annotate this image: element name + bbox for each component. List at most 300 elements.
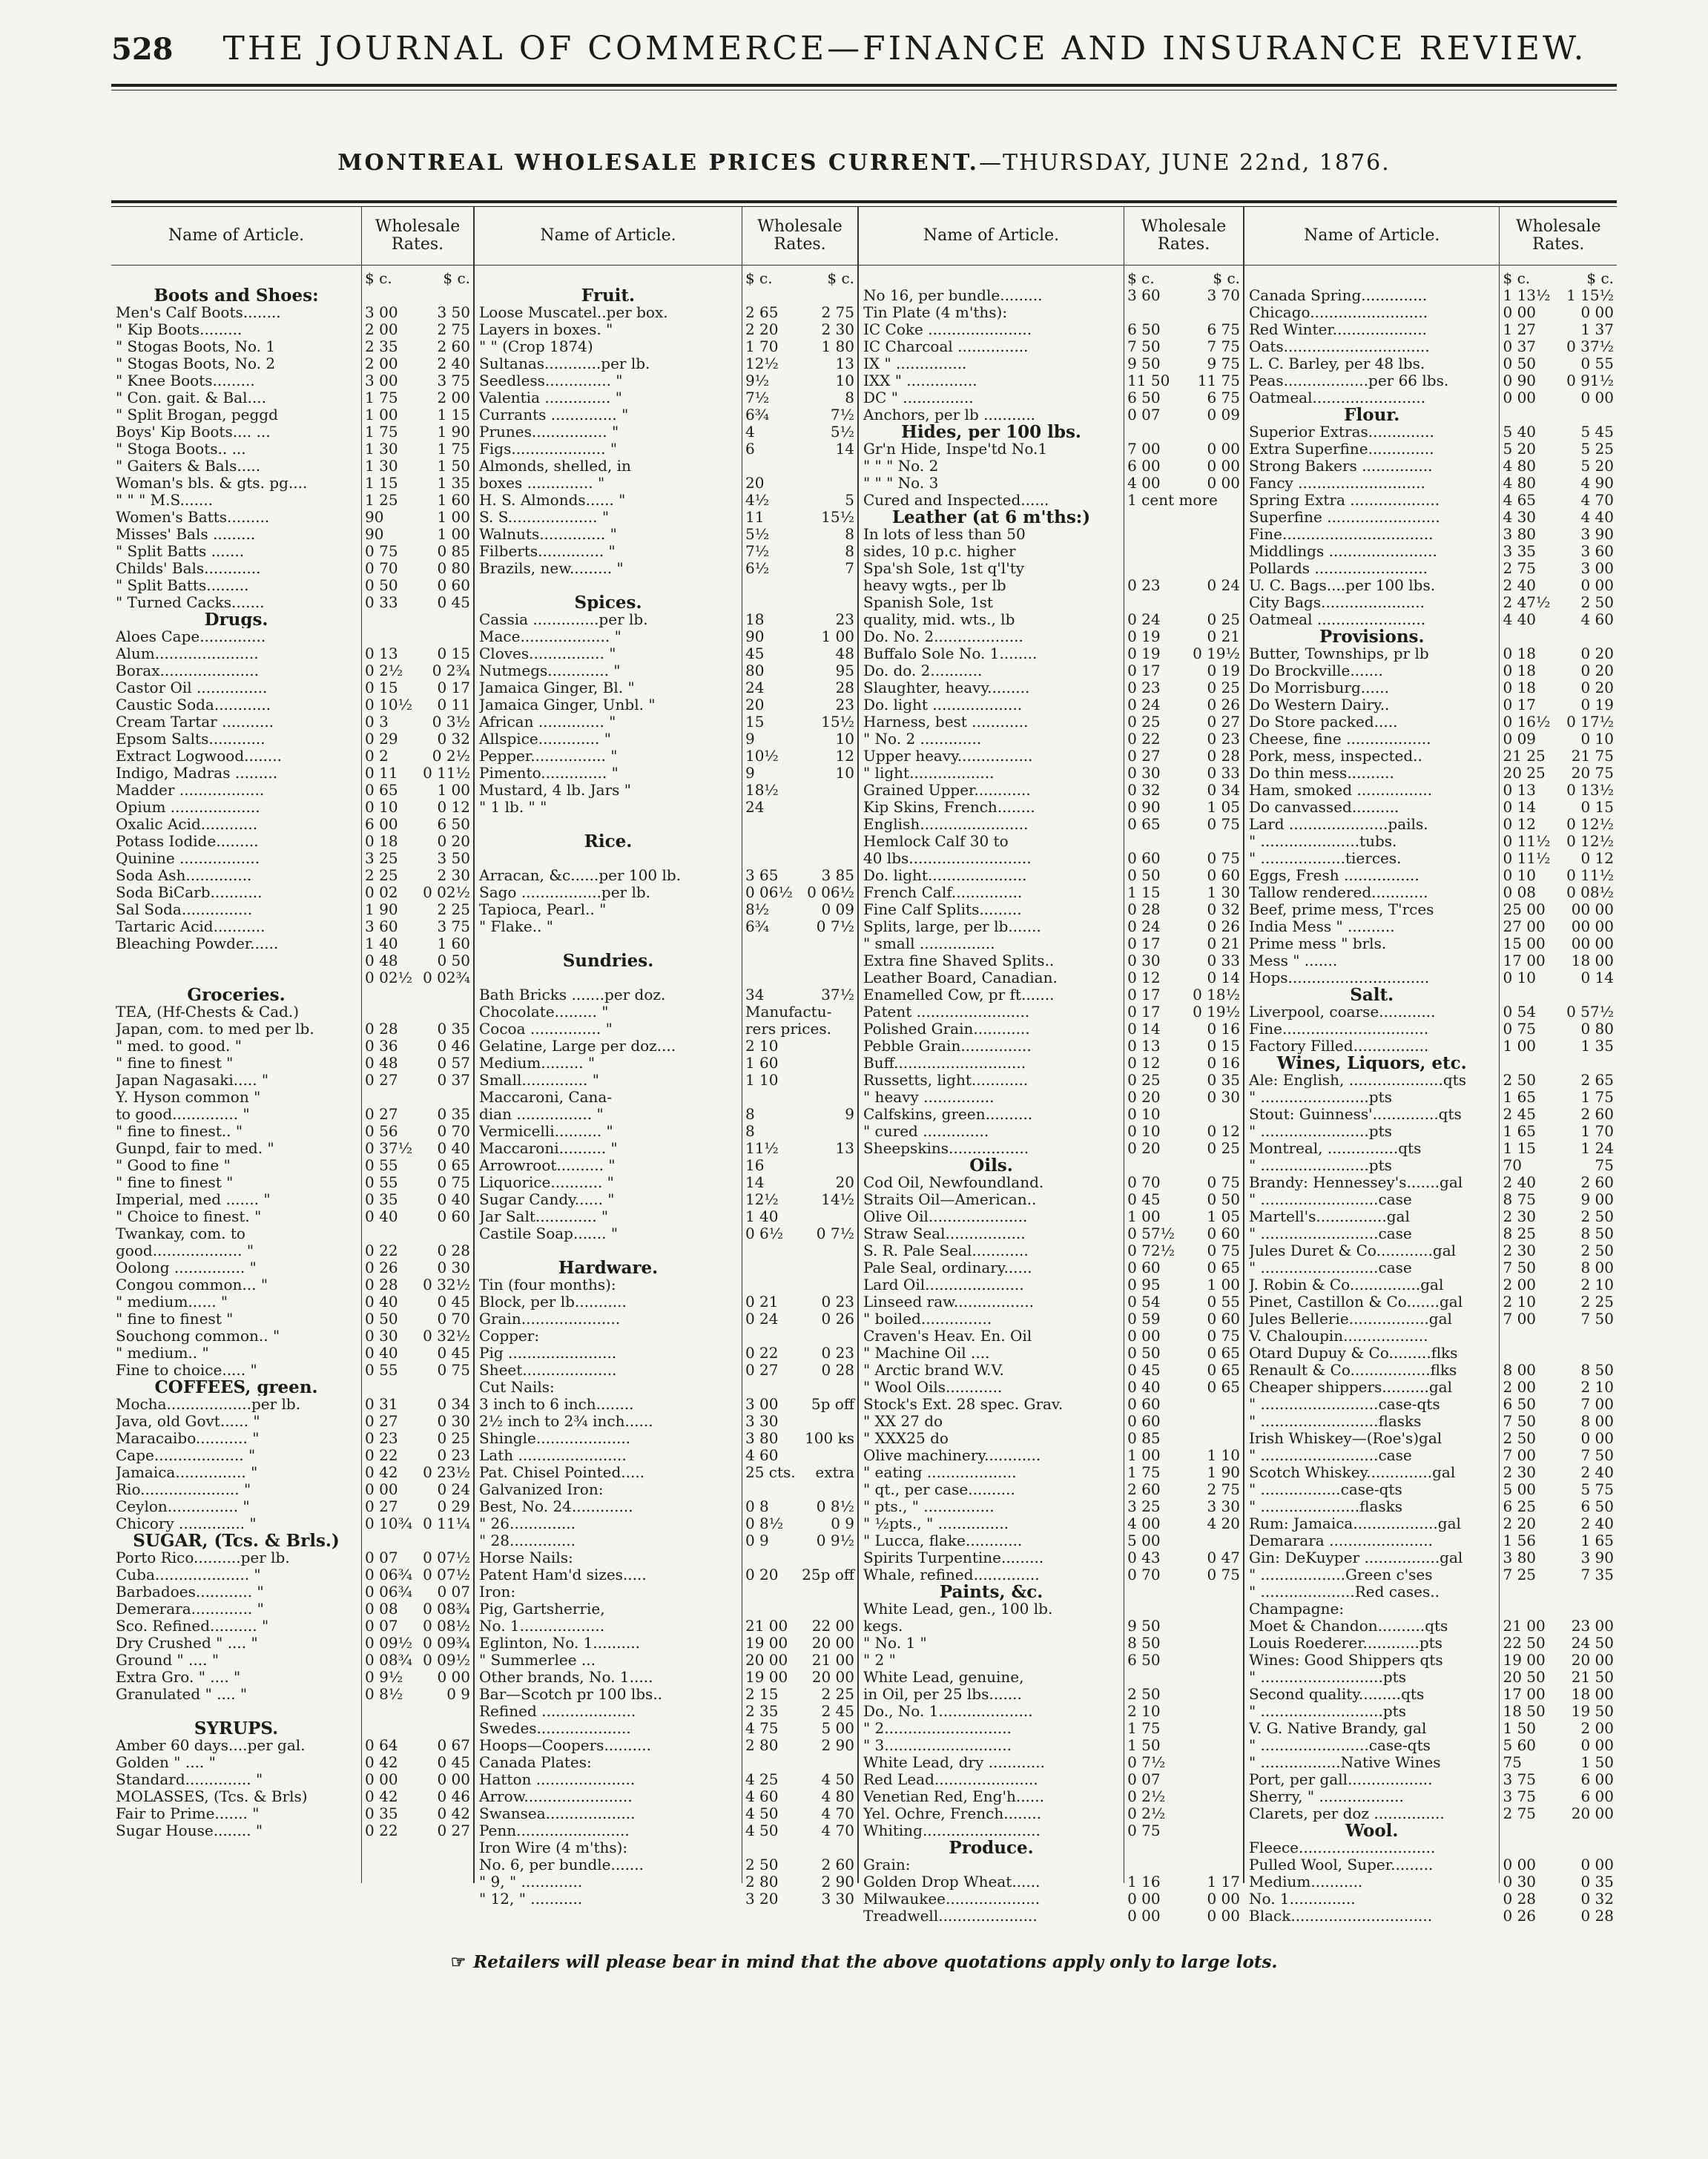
name-column-header: Name of Article.: [475, 207, 742, 266]
rate-high: 0 35: [437, 1105, 470, 1123]
rate-low: 0 6½: [745, 1224, 784, 1242]
rate-high: 0 65: [1207, 1259, 1240, 1276]
section-heading: Oils.: [969, 1157, 1013, 1174]
rate-low: 0 22: [365, 1242, 398, 1259]
article-name: " .................case-qts: [1249, 1481, 1402, 1498]
rate-row: [365, 884, 470, 901]
rate-row: [1127, 1447, 1240, 1464]
rate-low: 0 37: [1503, 337, 1537, 355]
rate-row: [745, 321, 854, 338]
article-name: " 9, " .............: [479, 1873, 583, 1891]
rate-row: [1503, 1208, 1614, 1225]
rate-high: 1 10: [1207, 1446, 1240, 1464]
rate-low: 0 72½: [1127, 1242, 1175, 1259]
section-heading: Wines, Liquors, etc.: [1276, 1055, 1467, 1072]
article-name: Amber 60 days....per gal.: [116, 1737, 306, 1754]
rate-low: 0 22: [745, 1344, 779, 1362]
rate-low: 0 12: [1503, 815, 1537, 833]
rate-low: 6½: [745, 559, 770, 577]
rate-low: 2 00: [1503, 1378, 1537, 1396]
article-name: Superior Extras..............: [1249, 423, 1434, 441]
rate-row: [365, 1157, 470, 1174]
rate-row: [1503, 901, 1614, 918]
article-name: Do thin mess..........: [1249, 765, 1394, 782]
article-name: " Machine Oil ....: [863, 1345, 990, 1362]
rate-low: 0 9½: [365, 1668, 403, 1686]
article-name: " ..........................pts: [1249, 1669, 1406, 1686]
rate-low: 0 07: [365, 1549, 398, 1566]
article-name: Craven's Heav. En. Oil: [863, 1328, 1032, 1345]
rate-low: 0 70: [365, 559, 398, 577]
article-name: Spanish Sole, 1st: [863, 594, 993, 611]
rate-low: 2 45: [1503, 1105, 1537, 1123]
prices-table: [111, 200, 1617, 1925]
rate-row: [1503, 696, 1614, 713]
rate-row: [1127, 833, 1240, 850]
rate-row: [745, 662, 854, 679]
rate-high: 48: [835, 645, 854, 662]
rate-low: 2 50: [1503, 1071, 1537, 1089]
rate-low: 3 25: [1127, 1497, 1161, 1515]
rate-low: 6¾: [745, 406, 770, 423]
rate-high: 0 46: [437, 1037, 470, 1055]
article-name: " .......................pts: [1249, 1123, 1392, 1140]
rate-low: 6 25: [1503, 1497, 1537, 1515]
currency-unit: $ c.: [745, 269, 773, 287]
rate-high: 0 91½: [1566, 372, 1614, 389]
article-name: Congou common... ": [116, 1276, 268, 1293]
rate-high: 0 12½: [1566, 832, 1614, 850]
rate-low: 6 00: [365, 815, 398, 833]
rate-high: 0 3½: [432, 713, 470, 731]
article-name: " ..................tierces.: [1249, 850, 1402, 867]
table-columns: [111, 207, 1617, 1925]
article-name: Spring Extra ...................: [1249, 492, 1440, 509]
rate-low: 0 18: [1503, 679, 1537, 696]
rate-low: 0 30: [365, 1327, 398, 1345]
article-name: 2½ inch to 2¾ inch......: [479, 1413, 653, 1430]
rate-low: 1 00: [1503, 1037, 1537, 1055]
article-name: Gunpd, fair to med. ": [116, 1140, 274, 1157]
rate-low: 0 17: [1127, 1003, 1161, 1021]
rate-low: 90: [365, 508, 384, 526]
rate-low: 0 15: [365, 679, 398, 696]
article-name: Woman's bls. & gts. pg....: [116, 475, 308, 492]
article-name: " .........................case: [1249, 1447, 1412, 1464]
rate-high: 0 30: [437, 1259, 470, 1276]
rate-row: [745, 304, 854, 321]
rate-row: [365, 304, 470, 321]
article-name: Swansea...................: [479, 1805, 636, 1822]
rate-high: 8: [845, 389, 854, 406]
rate-high: 0 75: [1207, 1566, 1240, 1583]
rate-low: 8½: [745, 900, 770, 918]
article-name: Red Lead......................: [863, 1771, 1038, 1788]
rate-low: 19 00: [745, 1634, 788, 1652]
rate-row: [365, 713, 470, 731]
name-column-header: Name of Article.: [1244, 207, 1499, 266]
article-name: " Split Batts .......: [116, 543, 245, 560]
rate-high: 1 37: [1580, 320, 1614, 338]
article-name: Pat. Chisel Pointed.....: [479, 1464, 645, 1481]
rate-high: 3 90: [1580, 525, 1614, 543]
rate-row: [1503, 748, 1614, 765]
article-name: Hoops—Coopers..........: [479, 1737, 652, 1754]
article-name: Black..............................: [1249, 1908, 1433, 1925]
rate-high: 7½: [830, 406, 854, 423]
rate-row: [1503, 1311, 1614, 1328]
rate-row: [745, 1464, 854, 1481]
rate-high: 2 25: [437, 900, 470, 918]
article-name: Misses' Bals .........: [116, 526, 256, 543]
article-name: Do. light ...................: [863, 696, 1023, 713]
article-name: Eglinton, No. 1..........: [479, 1635, 640, 1652]
rate-high: 0 35: [1580, 1873, 1614, 1891]
rate-row: [745, 594, 854, 611]
section-heading: Leather (at 6 m'ths:): [891, 509, 1091, 526]
article-name: Jamaica Ginger, Unbl. ": [479, 696, 656, 713]
rate-row: [1503, 850, 1614, 867]
rate-low: 4½: [745, 491, 770, 509]
rate-high: 9 00: [1580, 1190, 1614, 1208]
article-name: Indigo, Madras .........: [116, 765, 278, 782]
article-name: Straw Seal.................: [863, 1225, 1026, 1242]
rate-high: 0 13½: [1566, 781, 1614, 799]
article-name: Soda BiCarb...........: [116, 884, 263, 901]
section-heading: Flour.: [1344, 406, 1400, 423]
rate-row: [1127, 1669, 1240, 1686]
rate-low: 4 80: [1503, 474, 1537, 492]
section-heading: Hardware.: [558, 1259, 659, 1276]
rate-row: [1127, 816, 1240, 833]
article-name: Iron Wire (4 m'ths):: [479, 1839, 628, 1856]
rate-low: 0 13: [1127, 1037, 1161, 1055]
rate-row: [365, 1311, 470, 1328]
rate-low: 7 50: [1127, 337, 1161, 355]
article-name: Do Western Dairy..: [1249, 696, 1390, 713]
article-name: S. R. Pale Seal............: [863, 1242, 1029, 1259]
rate-high: 0 00: [437, 1770, 470, 1788]
rate-low: 0 16½: [1503, 713, 1551, 731]
rate-row: [1127, 1583, 1240, 1601]
article-name: Port, per gall..................: [1249, 1771, 1433, 1788]
rate-low: 8: [745, 1105, 755, 1123]
rate-row: [1127, 1174, 1240, 1191]
rate-row: [365, 1447, 470, 1464]
rate-low: 0 50: [365, 1310, 398, 1328]
rate-row: [745, 1413, 854, 1430]
rate-high: 0 25: [1207, 1139, 1240, 1157]
rate-low: 0 25: [1127, 1071, 1161, 1089]
rate-low: 6 50: [1127, 389, 1161, 406]
rate-high: 0 00: [1207, 457, 1240, 475]
article-name: Prunes................ ": [479, 423, 619, 441]
article-name: Mocha..................per lb.: [116, 1396, 301, 1413]
rate-high: 1 70: [1580, 1122, 1614, 1140]
rate-row: [1503, 1174, 1614, 1191]
rate-high: 20 00: [1571, 1651, 1614, 1669]
rate-high: 0 07½: [423, 1566, 470, 1583]
rate-high: 0 09: [821, 900, 854, 918]
rate-row: [1127, 901, 1240, 918]
rate-row: [1127, 1191, 1240, 1208]
rates-column-header: Wholesale Rates.: [742, 207, 857, 266]
rate-high: 14½: [821, 1190, 854, 1208]
article-name: " Choice to finest. ": [116, 1208, 262, 1225]
rate-row: [1503, 1072, 1614, 1089]
section-heading: Groceries.: [187, 986, 286, 1003]
rate-low: 2 00: [365, 355, 398, 372]
rate-high: 1 35: [1580, 1037, 1614, 1055]
article-name: English.......................: [863, 816, 1029, 833]
article-names: [111, 207, 362, 1883]
rate-high: 2 50: [1580, 593, 1614, 611]
rate-low: 3 80: [1503, 1549, 1537, 1566]
rate-row: [745, 1873, 854, 1891]
rate-low: 2 40: [1503, 576, 1537, 594]
rate-row: [1127, 713, 1240, 731]
rate-high: 18 00: [1571, 1685, 1614, 1703]
rate-row: [365, 1003, 470, 1021]
rate-low: 0 06¾: [365, 1566, 412, 1583]
rate-row: [1503, 1379, 1614, 1396]
rate-low: 8 75: [1503, 1190, 1537, 1208]
rate-low: 0 13: [1503, 781, 1537, 799]
rate-low: 0 8½: [745, 1514, 784, 1532]
rate-high: 20: [835, 1173, 854, 1191]
section-heading: Boots and Shoes:: [154, 287, 319, 304]
rate-row: [745, 1703, 854, 1720]
article-name: Cheaper shippers..........gal: [1249, 1379, 1453, 1396]
rate-row: [365, 1754, 470, 1771]
rate-low: 0 10¾: [365, 1514, 412, 1532]
rate-high: 0 09¾: [423, 1634, 470, 1652]
article-name: Upper heavy................: [863, 748, 1033, 765]
article-name: Castile Soap....... ": [479, 1225, 619, 1242]
article-name: " 2 ": [863, 1652, 896, 1669]
article-name: [116, 1703, 357, 1720]
article-name: Strong Bakers ...............: [1249, 458, 1433, 475]
rate-low: 0 55: [365, 1361, 398, 1379]
rate-high: 5p off: [811, 1395, 854, 1413]
article-name: Allspice............. ": [479, 731, 611, 748]
article-name: " .........................case-qts: [1249, 1396, 1440, 1413]
rate-row: [365, 679, 470, 696]
article-name: Pulled Wool, Super.........: [1249, 1856, 1434, 1873]
rate-low: 6¾: [745, 917, 770, 935]
rate-high: 0 57½: [1566, 1003, 1614, 1021]
rate-row: [365, 1549, 470, 1566]
rate-low: 1 60: [745, 1054, 779, 1072]
rate-row: [745, 1822, 854, 1839]
rate-row: [1127, 1362, 1240, 1379]
rate-high: 00 00: [1571, 935, 1614, 952]
rate-low: 5 40: [1503, 423, 1537, 441]
rate-high: 4 90: [1580, 474, 1614, 492]
article-name: " ..................Green c'ses: [1249, 1566, 1433, 1583]
rate-high: 0 20: [1580, 679, 1614, 696]
article-name: Granulated " .... ": [116, 1686, 248, 1703]
rate-row: [745, 1072, 854, 1089]
rate-high: 0 30: [1207, 1088, 1240, 1106]
rate-low: 0 33: [365, 593, 398, 611]
rate-row: [1127, 389, 1240, 406]
rate-row: [1127, 1089, 1240, 1106]
rate-row: [745, 1481, 854, 1498]
article-name: Clarets, per doz ...............: [1249, 1805, 1445, 1822]
rate-high: 2 25: [1580, 1293, 1614, 1311]
article-name: Java, old Govt...... ": [116, 1413, 260, 1430]
rate-low: 1 56: [1503, 1532, 1537, 1549]
rate-low: 0 02½: [365, 969, 412, 986]
rate-high: 13: [835, 355, 854, 372]
rate-high: 3 70: [1207, 286, 1240, 304]
rate-row: [1127, 1328, 1240, 1345]
rate-high: 2 90: [821, 1736, 854, 1754]
article-name: " " " No. 2: [863, 458, 939, 475]
rate-high: 0 28: [437, 1242, 470, 1259]
rate-high: 1 65: [1580, 1532, 1614, 1549]
rate-row: [745, 1686, 854, 1703]
rate-high: 2 10: [1580, 1276, 1614, 1293]
section-heading: SYRUPS.: [194, 1720, 279, 1737]
rate-low: 18½: [745, 781, 779, 799]
rate-row: [745, 679, 854, 696]
rate-row: [1127, 1635, 1240, 1652]
rate-low: 0 40: [365, 1207, 398, 1225]
rate-low: 0 18: [1503, 645, 1537, 662]
article-name: Souchong common.. ": [116, 1328, 280, 1345]
rate-low: 0 28: [365, 1020, 398, 1038]
article-name: Opium ...................: [116, 799, 260, 816]
rate-row: [1127, 1157, 1240, 1174]
rate-row: [1127, 1379, 1240, 1396]
rate-row: [745, 1157, 854, 1174]
rate-row: [1503, 799, 1614, 816]
rate-row: [1503, 1055, 1614, 1072]
article-name: Eggs, Fresh ................: [1249, 867, 1420, 884]
rate-high: 100 ks: [805, 1429, 854, 1447]
rate-row: [365, 372, 470, 389]
article-name: " .........................case: [1249, 1225, 1412, 1242]
rate-row: [365, 918, 470, 935]
rate-low: 0 25: [1127, 713, 1161, 731]
article-name: Horse Nails:: [479, 1549, 573, 1566]
rate-low: 4 25: [745, 1770, 779, 1788]
article-name: Sago .................per lb.: [479, 884, 651, 901]
article-name: Tin (four months):: [479, 1276, 616, 1293]
rate-high: 75: [1595, 1156, 1614, 1174]
rate-high: 95: [835, 662, 854, 679]
rate-high: 3 60: [1580, 542, 1614, 560]
rate-low: 25 00: [1503, 900, 1546, 918]
rate-high: 21 00: [811, 1651, 854, 1669]
rate-high: 7 00: [1580, 1395, 1614, 1413]
article-name: " small ................: [863, 935, 995, 952]
rate-high: 7 50: [1580, 1310, 1614, 1328]
rate-high: 7 50: [1580, 1446, 1614, 1464]
article-name: Anchors, per lb ...........: [863, 406, 1036, 423]
article-name: White Lead, gen., 100 lb.: [863, 1601, 1053, 1618]
article-name: Madder ..................: [116, 782, 265, 799]
article-name: Y. Hyson common ": [116, 1089, 261, 1106]
rate-low: 0 75: [1503, 1020, 1537, 1038]
rate-row: [745, 526, 854, 543]
rate-row: [1503, 816, 1614, 833]
rate-low: 0 70: [1127, 1566, 1161, 1583]
rate-low: 3 60: [365, 917, 398, 935]
rate-high: 2 75: [821, 303, 854, 321]
rate-high: 0 28: [1207, 747, 1240, 765]
rate-row: [365, 1379, 470, 1396]
rate-row: [745, 765, 854, 782]
rate-row: [1503, 1566, 1614, 1583]
article-name: Beef, prime mess, T'rces: [1249, 901, 1434, 918]
rate-low: 1 10: [745, 1071, 779, 1089]
rate-high: 0 06½: [807, 883, 854, 901]
article-name: dian ................ ": [479, 1106, 604, 1123]
rate-low: 2 80: [745, 1736, 779, 1754]
rate-row: [1503, 969, 1614, 986]
rate-row: [1127, 765, 1240, 782]
rate-low: 1 90: [365, 900, 398, 918]
rate-low: 0 21: [745, 1293, 779, 1311]
article-name: " " " No. 3: [863, 475, 939, 492]
rate-low: 3 30: [745, 1412, 779, 1430]
rate-row: [1503, 1635, 1614, 1652]
rate-high: 4 20: [1207, 1514, 1240, 1532]
rate-high: 1 00: [437, 508, 470, 526]
rate-row: [745, 1021, 854, 1038]
article-name: " 1 lb. " ": [479, 799, 547, 816]
rate-row: [1503, 884, 1614, 901]
rate-high: 3 50: [437, 849, 470, 867]
rate-row: [1127, 1856, 1240, 1873]
rate-low: 21 00: [745, 1617, 788, 1635]
rate-low: 0 27: [365, 1105, 398, 1123]
rate-low: 0 54: [1503, 1003, 1537, 1021]
rate-row: [1503, 1618, 1614, 1635]
rate-high: 0 19: [1580, 696, 1614, 713]
rate-high: 0 45: [437, 1344, 470, 1362]
rate-high: 0 80: [1580, 1020, 1614, 1038]
rate-row: [1127, 986, 1240, 1003]
rate-high: 1 00: [821, 627, 854, 645]
article-name: Champagne:: [1249, 1601, 1345, 1618]
rate-high: 2 25: [821, 1685, 854, 1703]
rate-low: 0 17: [1503, 696, 1537, 713]
rate-low: 1 cent more: [1127, 491, 1218, 509]
article-name: Cheese, fine ..................: [1249, 731, 1431, 748]
article-name: Childs' Bals............: [116, 560, 261, 577]
rate-row: [365, 560, 470, 577]
section-heading: Provisions.: [1319, 628, 1425, 645]
article-name: Galvanized Iron:: [479, 1481, 604, 1498]
rate-high: 0 70: [437, 1122, 470, 1140]
article-name: IXX " ...............: [863, 372, 977, 389]
article-name: sides, 10 p.c. higher: [863, 543, 1016, 560]
rate-high: 4 70: [821, 1822, 854, 1839]
rate-low: 4 40: [1503, 610, 1537, 628]
article-name: Figs.................... ": [479, 441, 618, 458]
rate-row: [365, 321, 470, 338]
rate-row: [1127, 1055, 1240, 1072]
article-name: Middlings .......................: [1249, 543, 1437, 560]
article-name: " " (Crop 1874): [479, 338, 593, 355]
rate-row: [365, 696, 470, 713]
article-name: " Good to fine ": [116, 1157, 231, 1174]
rate-low: 0 23: [1127, 679, 1161, 696]
